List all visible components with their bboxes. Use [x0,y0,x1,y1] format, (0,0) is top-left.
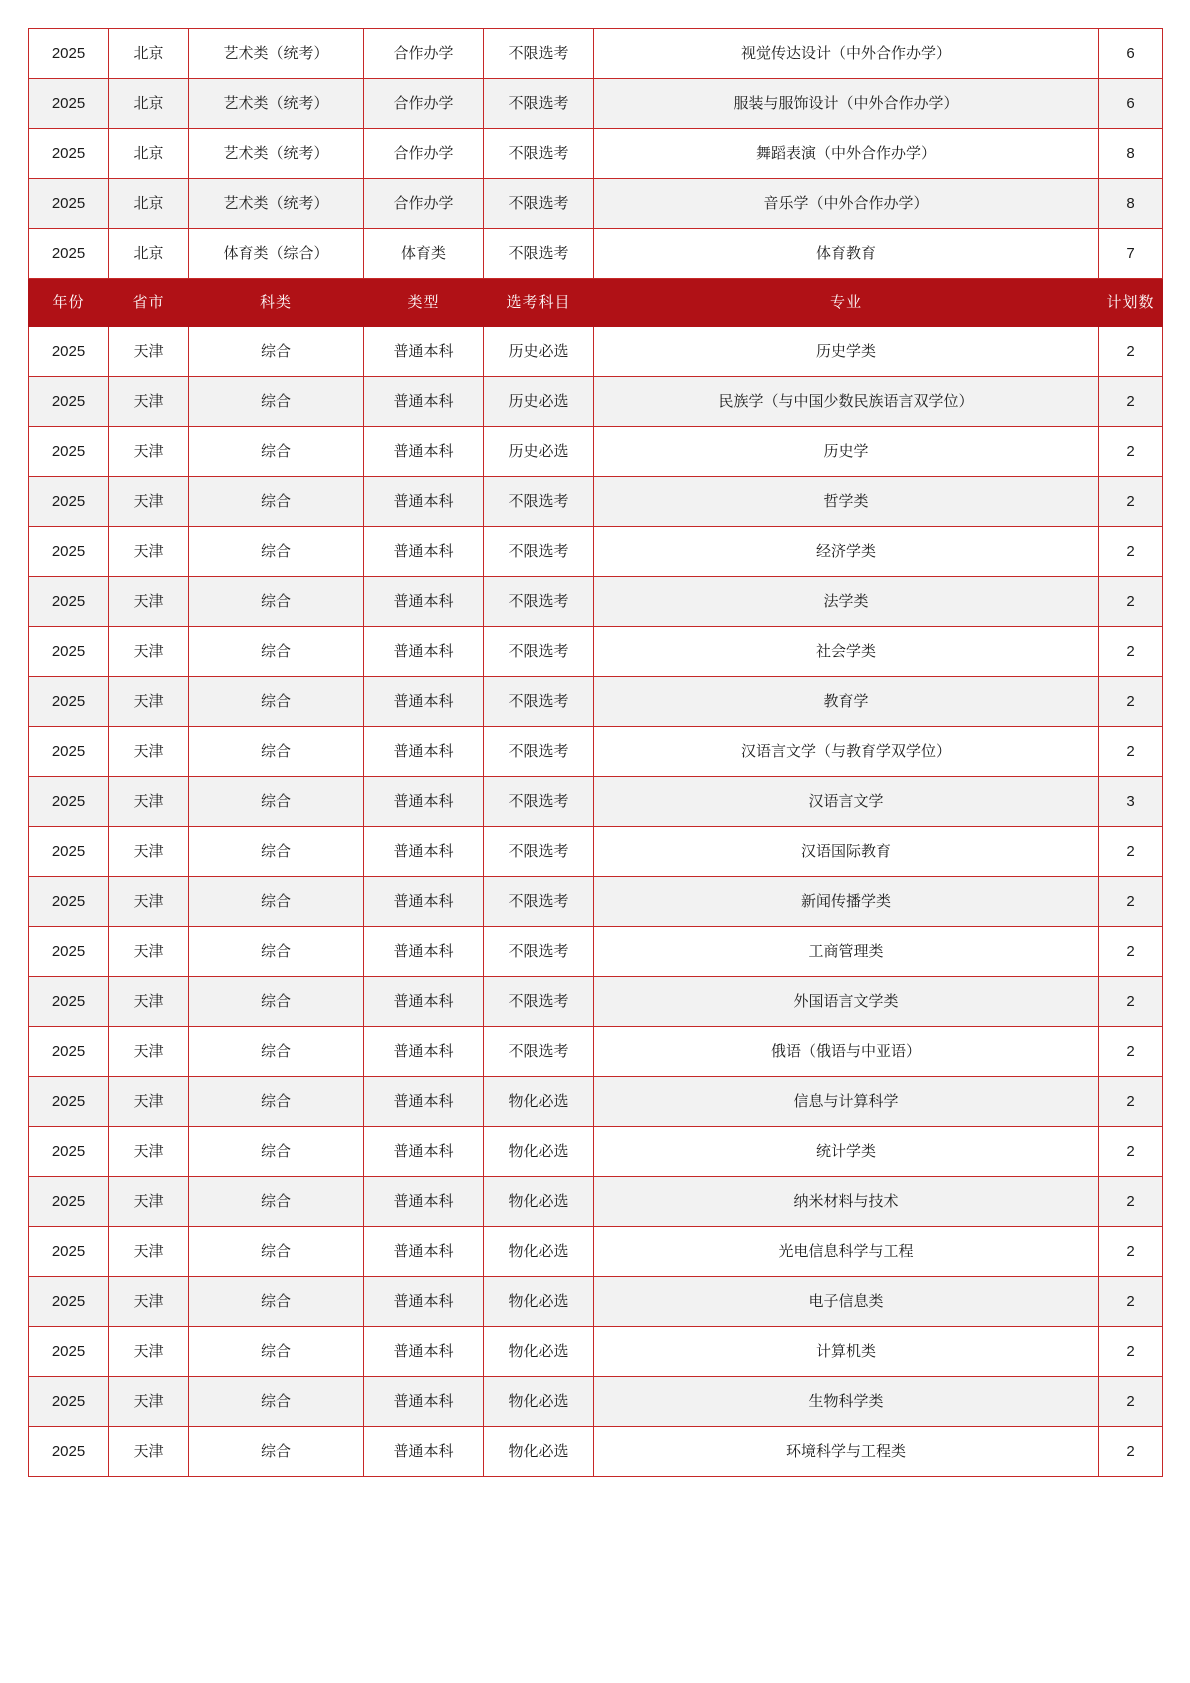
cell-year: 2025 [29,527,109,577]
cell-province: 天津 [109,1327,189,1377]
cell-type: 普通本科 [364,1177,484,1227]
cell-type: 普通本科 [364,1127,484,1177]
cell-type: 普通本科 [364,527,484,577]
cell-subject: 物化必选 [484,1427,594,1477]
cell-count: 2 [1099,727,1163,777]
cell-province: 天津 [109,1027,189,1077]
cell-year: 2025 [29,727,109,777]
cell-province: 天津 [109,377,189,427]
column-header-subject: 选考科目 [484,279,594,327]
cell-category: 综合 [189,977,364,1027]
cell-count: 2 [1099,1427,1163,1477]
cell-year: 2025 [29,827,109,877]
cell-subject: 不限选考 [484,79,594,129]
cell-province: 天津 [109,1427,189,1477]
table-row [29,1227,1163,1277]
cell-subject: 不限选考 [484,29,594,79]
cell-major: 汉语国际教育 [594,827,1099,877]
cell-year: 2025 [29,179,109,229]
table-row [29,1327,1163,1377]
cell-major: 光电信息科学与工程 [594,1227,1099,1277]
table-row [29,1277,1163,1327]
cell-type: 普通本科 [364,1277,484,1327]
cell-year: 2025 [29,427,109,477]
cell-category: 艺术类（统考） [189,79,364,129]
cell-year: 2025 [29,577,109,627]
cell-year: 2025 [29,1277,109,1327]
cell-province: 天津 [109,827,189,877]
cell-province: 天津 [109,1127,189,1177]
cell-type: 普通本科 [364,1027,484,1077]
cell-type: 普通本科 [364,1077,484,1127]
cell-year: 2025 [29,877,109,927]
cell-category: 综合 [189,827,364,877]
cell-category: 综合 [189,1377,364,1427]
cell-category: 综合 [189,777,364,827]
cell-subject: 不限选考 [484,677,594,727]
cell-type: 普通本科 [364,1427,484,1477]
cell-count: 2 [1099,627,1163,677]
cell-subject: 历史必选 [484,427,594,477]
cell-province: 天津 [109,1227,189,1277]
cell-subject: 历史必选 [484,327,594,377]
cell-year: 2025 [29,777,109,827]
cell-year: 2025 [29,927,109,977]
cell-major: 民族学（与中国少数民族语言双学位） [594,377,1099,427]
table-row [29,179,1163,229]
cell-province: 北京 [109,229,189,279]
cell-category: 综合 [189,1227,364,1277]
cell-subject: 不限选考 [484,727,594,777]
cell-province: 北京 [109,129,189,179]
table-row [29,1177,1163,1227]
table-row [29,727,1163,777]
cell-province: 北京 [109,29,189,79]
cell-subject: 物化必选 [484,1077,594,1127]
cell-subject: 不限选考 [484,877,594,927]
cell-province: 天津 [109,1177,189,1227]
cell-subject: 物化必选 [484,1177,594,1227]
table-row [29,29,1163,79]
cell-subject: 物化必选 [484,1127,594,1177]
cell-province: 天津 [109,1277,189,1327]
cell-province: 天津 [109,677,189,727]
cell-major: 法学类 [594,577,1099,627]
cell-type: 普通本科 [364,427,484,477]
cell-major: 哲学类 [594,477,1099,527]
table-row [29,527,1163,577]
cell-category: 综合 [189,427,364,477]
cell-province: 天津 [109,427,189,477]
cell-major: 纳米材料与技术 [594,1177,1099,1227]
cell-major: 计算机类 [594,1327,1099,1377]
cell-category: 综合 [189,1327,364,1377]
cell-type: 普通本科 [364,827,484,877]
cell-subject: 不限选考 [484,827,594,877]
table-row [29,1027,1163,1077]
cell-subject: 不限选考 [484,477,594,527]
table-row [29,1427,1163,1477]
cell-major: 外国语言文学类 [594,977,1099,1027]
cell-province: 天津 [109,627,189,677]
cell-count: 7 [1099,229,1163,279]
cell-subject: 物化必选 [484,1327,594,1377]
table-row [29,229,1163,279]
cell-province: 北京 [109,79,189,129]
cell-major: 体育教育 [594,229,1099,279]
table-row [29,129,1163,179]
table-row [29,427,1163,477]
cell-year: 2025 [29,1127,109,1177]
cell-type: 体育类 [364,229,484,279]
cell-year: 2025 [29,129,109,179]
table-row [29,1077,1163,1127]
cell-subject: 不限选考 [484,229,594,279]
cell-category: 综合 [189,1427,364,1477]
cell-province: 天津 [109,477,189,527]
cell-year: 2025 [29,1227,109,1277]
cell-type: 普通本科 [364,777,484,827]
cell-category: 艺术类（统考） [189,179,364,229]
table-row [29,79,1163,129]
cell-count: 6 [1099,29,1163,79]
cell-count: 3 [1099,777,1163,827]
cell-category: 艺术类（统考） [189,29,364,79]
cell-type: 普通本科 [364,627,484,677]
cell-year: 2025 [29,677,109,727]
cell-count: 2 [1099,1227,1163,1277]
cell-subject: 物化必选 [484,1277,594,1327]
cell-category: 综合 [189,677,364,727]
table-row [29,627,1163,677]
table-row [29,327,1163,377]
cell-category: 综合 [189,527,364,577]
cell-count: 8 [1099,129,1163,179]
cell-year: 2025 [29,79,109,129]
cell-type: 合作办学 [364,29,484,79]
cell-major: 视觉传达设计（中外合作办学） [594,29,1099,79]
cell-major: 历史学 [594,427,1099,477]
cell-major: 电子信息类 [594,1277,1099,1327]
table-row [29,577,1163,627]
cell-type: 合作办学 [364,129,484,179]
cell-major: 汉语言文学 [594,777,1099,827]
column-header-major: 专业 [594,279,1099,327]
cell-count: 6 [1099,79,1163,129]
cell-major: 教育学 [594,677,1099,727]
cell-type: 合作办学 [364,179,484,229]
cell-province: 天津 [109,327,189,377]
cell-province: 北京 [109,179,189,229]
cell-category: 综合 [189,627,364,677]
cell-count: 2 [1099,327,1163,377]
cell-category: 综合 [189,477,364,527]
table-row [29,827,1163,877]
cell-count: 2 [1099,527,1163,577]
cell-major: 信息与计算科学 [594,1077,1099,1127]
cell-province: 天津 [109,1077,189,1127]
cell-subject: 不限选考 [484,777,594,827]
cell-count: 2 [1099,977,1163,1027]
cell-subject: 不限选考 [484,129,594,179]
cell-province: 天津 [109,877,189,927]
table-row [29,477,1163,527]
table-row [29,777,1163,827]
cell-subject: 历史必选 [484,377,594,427]
cell-year: 2025 [29,327,109,377]
cell-major: 新闻传播学类 [594,877,1099,927]
admission-plan-table [28,28,1163,1477]
cell-province: 天津 [109,577,189,627]
column-header-category: 科类 [189,279,364,327]
cell-category: 综合 [189,1077,364,1127]
cell-province: 天津 [109,727,189,777]
cell-type: 普通本科 [364,377,484,427]
cell-category: 综合 [189,577,364,627]
cell-count: 2 [1099,1077,1163,1127]
cell-year: 2025 [29,1427,109,1477]
cell-type: 合作办学 [364,79,484,129]
cell-category: 综合 [189,1027,364,1077]
cell-count: 2 [1099,577,1163,627]
cell-province: 天津 [109,977,189,1027]
cell-major: 工商管理类 [594,927,1099,977]
cell-subject: 不限选考 [484,577,594,627]
cell-subject: 不限选考 [484,179,594,229]
cell-type: 普通本科 [364,1377,484,1427]
cell-year: 2025 [29,1177,109,1227]
cell-province: 天津 [109,1377,189,1427]
cell-year: 2025 [29,977,109,1027]
cell-count: 2 [1099,1127,1163,1177]
cell-type: 普通本科 [364,677,484,727]
cell-type: 普通本科 [364,327,484,377]
table-row [29,1127,1163,1177]
cell-type: 普通本科 [364,977,484,1027]
cell-count: 2 [1099,877,1163,927]
cell-subject: 不限选考 [484,977,594,1027]
cell-major: 生物科学类 [594,1377,1099,1427]
table-row [29,977,1163,1027]
cell-category: 综合 [189,1277,364,1327]
cell-province: 天津 [109,527,189,577]
column-header-count: 计划数 [1099,279,1163,327]
cell-category: 综合 [189,927,364,977]
cell-province: 天津 [109,927,189,977]
cell-major: 汉语言文学（与教育学双学位） [594,727,1099,777]
table-row [29,377,1163,427]
table-row [29,877,1163,927]
cell-type: 普通本科 [364,577,484,627]
cell-category: 体育类（综合） [189,229,364,279]
cell-subject: 不限选考 [484,1027,594,1077]
cell-count: 2 [1099,1327,1163,1377]
cell-province: 天津 [109,777,189,827]
cell-major: 环境科学与工程类 [594,1427,1099,1477]
cell-major: 服装与服饰设计（中外合作办学） [594,79,1099,129]
cell-major: 统计学类 [594,1127,1099,1177]
cell-count: 2 [1099,927,1163,977]
cell-major: 俄语（俄语与中亚语） [594,1027,1099,1077]
table-header-row [29,279,1163,327]
cell-type: 普通本科 [364,1227,484,1277]
cell-year: 2025 [29,627,109,677]
cell-major: 历史学类 [594,327,1099,377]
cell-subject: 不限选考 [484,927,594,977]
cell-major: 音乐学（中外合作办学） [594,179,1099,229]
cell-subject: 不限选考 [484,527,594,577]
cell-type: 普通本科 [364,927,484,977]
table-row [29,927,1163,977]
column-header-type: 类型 [364,279,484,327]
cell-major: 经济学类 [594,527,1099,577]
column-header-province: 省市 [109,279,189,327]
cell-major: 舞蹈表演（中外合作办学） [594,129,1099,179]
cell-count: 2 [1099,477,1163,527]
cell-year: 2025 [29,1027,109,1077]
cell-count: 2 [1099,1027,1163,1077]
cell-type: 普通本科 [364,727,484,777]
cell-count: 2 [1099,1277,1163,1327]
cell-year: 2025 [29,377,109,427]
cell-year: 2025 [29,477,109,527]
cell-category: 综合 [189,377,364,427]
cell-subject: 物化必选 [484,1377,594,1427]
cell-count: 2 [1099,427,1163,477]
cell-year: 2025 [29,229,109,279]
cell-subject: 不限选考 [484,627,594,677]
cell-year: 2025 [29,29,109,79]
cell-subject: 物化必选 [484,1227,594,1277]
cell-type: 普通本科 [364,1327,484,1377]
cell-category: 综合 [189,327,364,377]
column-header-year: 年份 [29,279,109,327]
cell-year: 2025 [29,1327,109,1377]
cell-category: 综合 [189,1177,364,1227]
cell-year: 2025 [29,1377,109,1427]
table-row [29,1377,1163,1427]
cell-count: 8 [1099,179,1163,229]
cell-count: 2 [1099,377,1163,427]
cell-type: 普通本科 [364,477,484,527]
cell-major: 社会学类 [594,627,1099,677]
table-row [29,677,1163,727]
cell-count: 2 [1099,1377,1163,1427]
cell-category: 综合 [189,877,364,927]
cell-category: 综合 [189,1127,364,1177]
cell-category: 艺术类（统考） [189,129,364,179]
cell-year: 2025 [29,1077,109,1127]
cell-category: 综合 [189,727,364,777]
cell-count: 2 [1099,1177,1163,1227]
cell-type: 普通本科 [364,877,484,927]
cell-count: 2 [1099,827,1163,877]
cell-count: 2 [1099,677,1163,727]
